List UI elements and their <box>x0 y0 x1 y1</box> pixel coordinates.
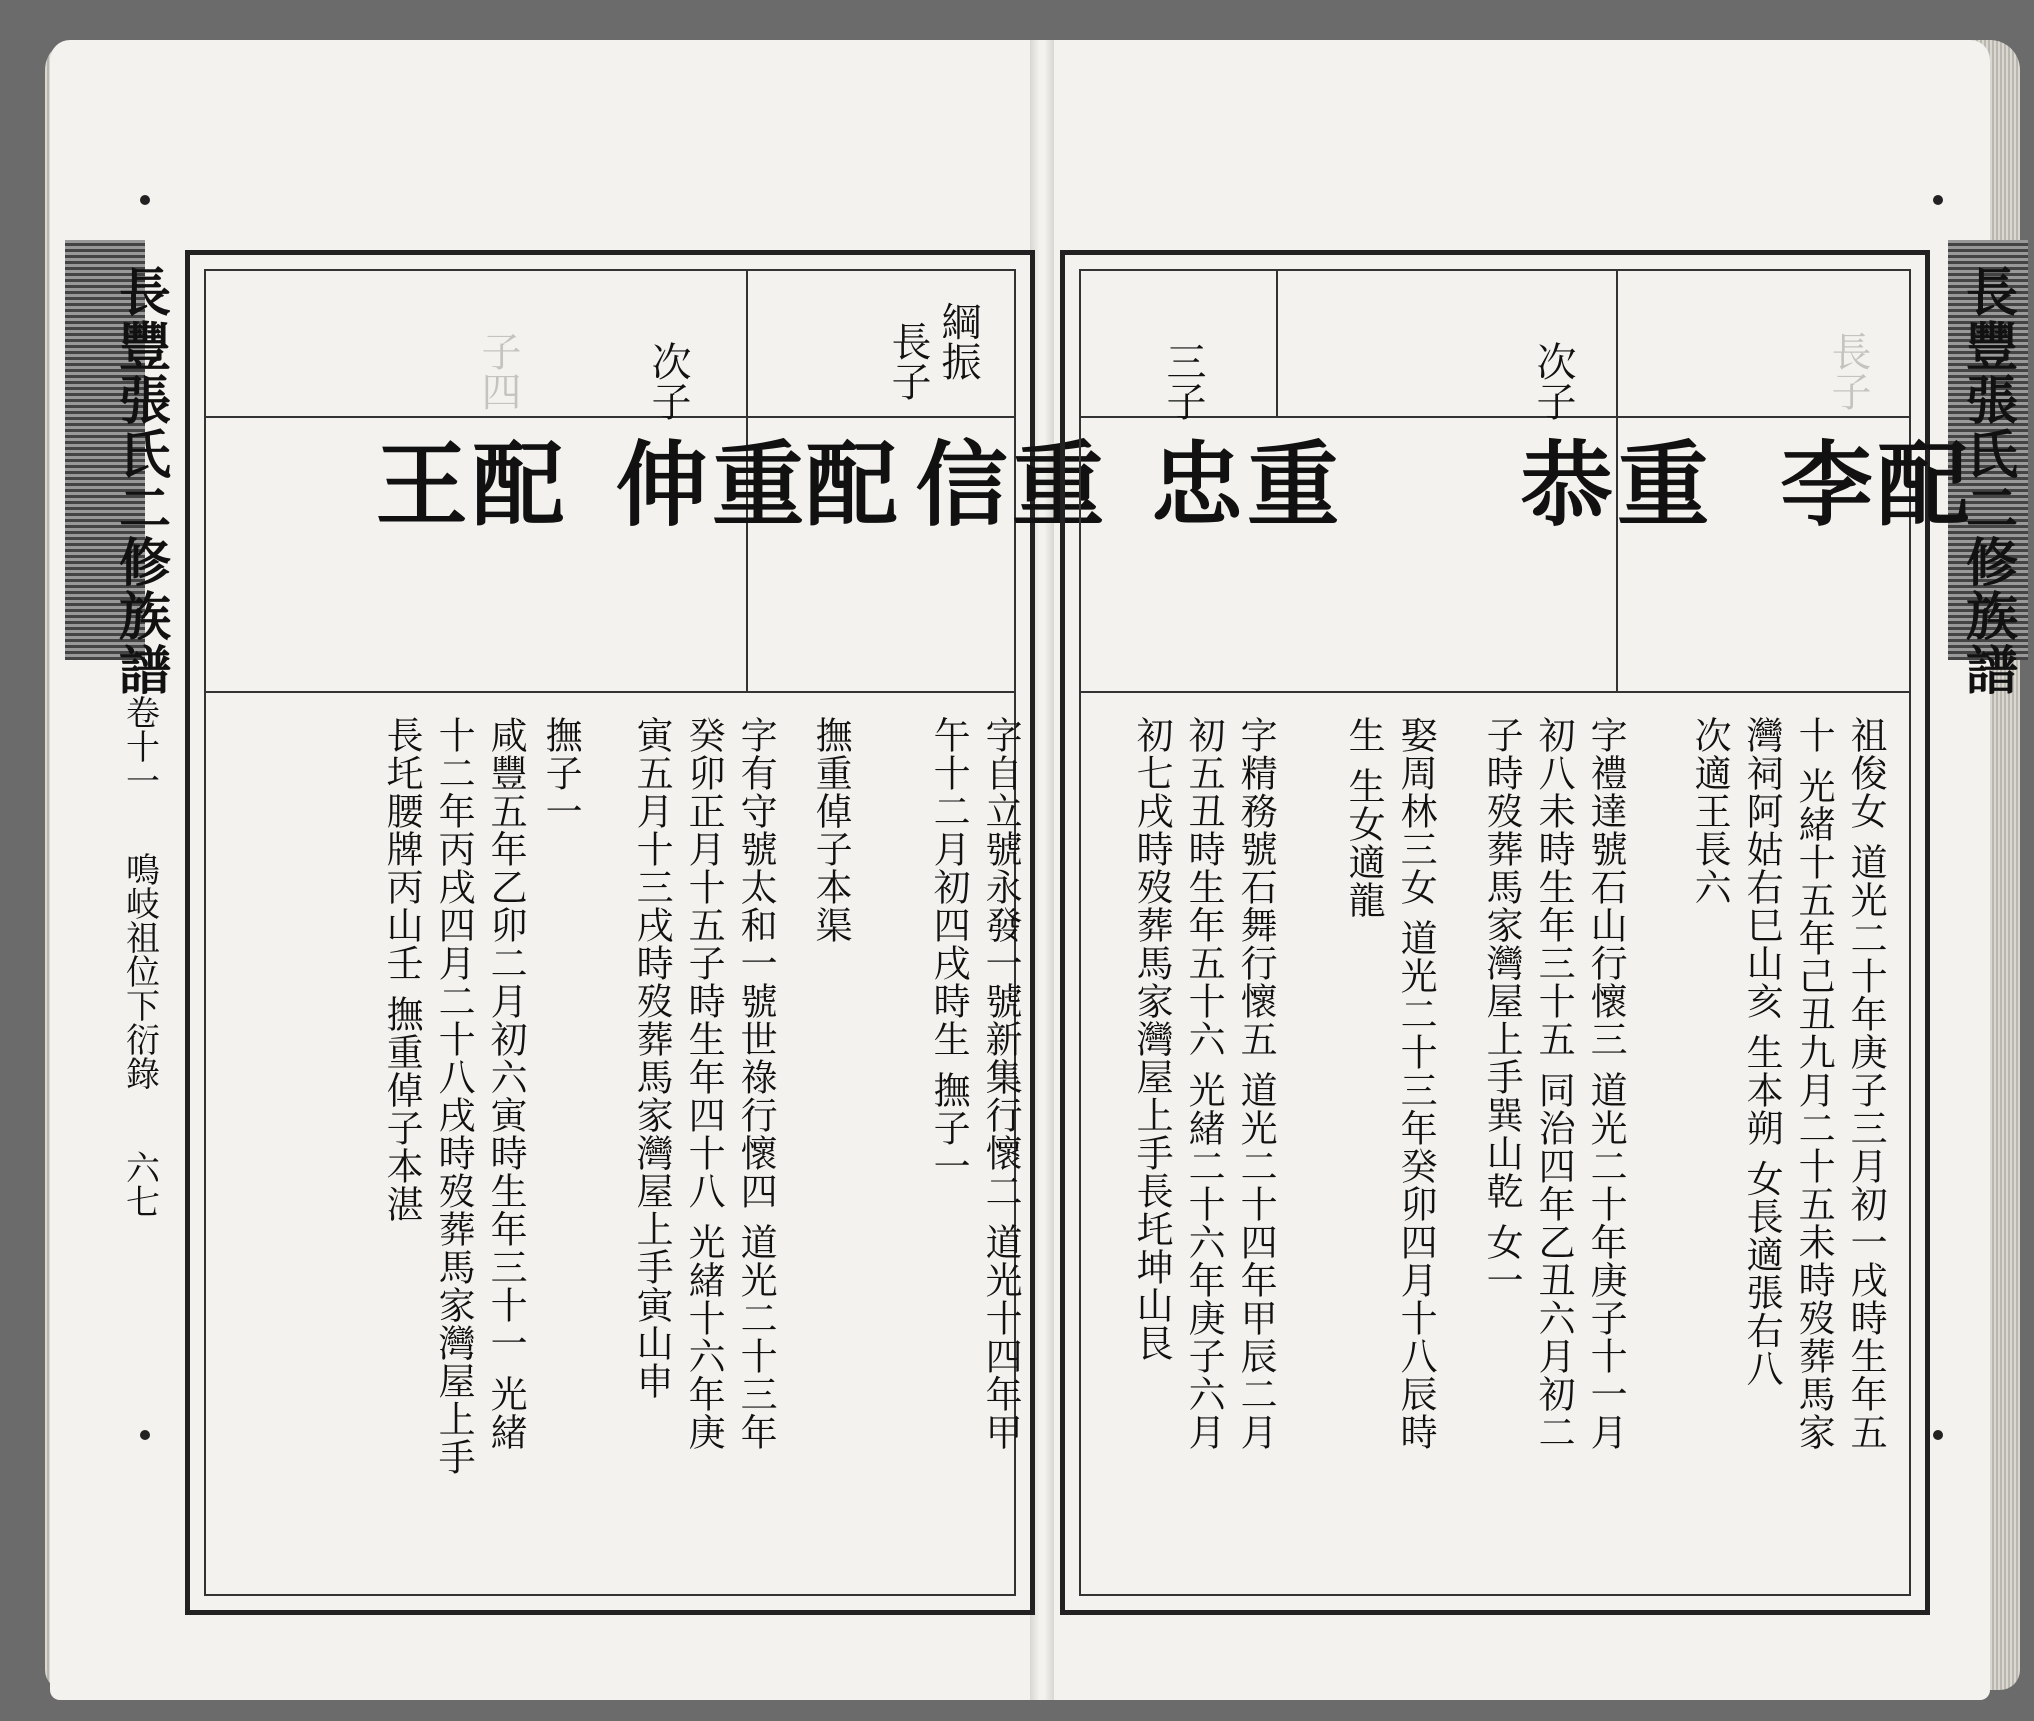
biography-column: 咸豐五年乙卯二月初六寅時生年三十一 光緒 <box>484 716 528 1451</box>
left-spine <box>95 265 185 697</box>
right-inner-frame <box>1079 269 1971 1596</box>
relation-label: 三子 <box>1160 341 1206 421</box>
book-title: 長豐張氏二修族譜 <box>109 265 171 697</box>
spouse-label: 配 <box>790 436 899 538</box>
biography-column: 初八未時生年三十五 同治四年乙丑六月初二 <box>1532 716 1576 1451</box>
biography-column: 灣祠阿姑右巳山亥 生本朔 女長適張右八 <box>1740 716 1784 1388</box>
father-name: 綱振 <box>935 301 981 381</box>
binding-hole-icon <box>1933 195 1943 205</box>
left-margin-labels <box>95 695 185 1218</box>
relation-label: 次子 <box>645 341 691 421</box>
biography-column: 子時歿葬馬家灣屋上手巽山乾 女一 <box>1480 716 1524 1299</box>
relation-label: 次子 <box>1530 341 1576 421</box>
biography-column: 娶周林三女 道光二十三年癸卯四月十八辰時 <box>1394 716 1438 1451</box>
person-name: 重 忠 <box>1135 436 1341 538</box>
book-title: 長豐張氏二修族譜 <box>1956 265 2018 697</box>
biography-column: 十二年丙戌四月二十八戌時歿葬馬家灣屋上手 <box>432 716 476 1476</box>
biography-column: 午十二月初四戌時生 撫子一 <box>927 716 971 1185</box>
biography-column: 長圫腰牌丙山壬 撫重倬子本湛 <box>380 716 424 1223</box>
spouse-name: 配 王 <box>360 436 566 538</box>
person-name: 重 信 <box>900 436 1106 538</box>
biography-column: 字自立號永發一號新集行懷二 道光十四年甲 <box>979 716 1023 1451</box>
relation-label: 長子 <box>1825 331 1871 411</box>
page-number: 六七 <box>119 1150 160 1218</box>
biography-column: 初五丑時生年五十六 光緒二十六年庚子六月 <box>1182 716 1226 1451</box>
biography-column: 字禮達號石山行懷三 道光二十年庚子十一月 <box>1584 716 1628 1451</box>
biography-column: 寅五月十三戌時歿葬馬家灣屋上手寅山申 <box>630 716 674 1400</box>
biography-column: 次適王長六 <box>1688 716 1732 906</box>
volume-label: 卷十一 <box>119 695 160 797</box>
relation-label: 長子 <box>885 321 931 401</box>
biography-column: 字有守號太和一號世祿行懷四 道光二十三年 <box>734 716 778 1451</box>
biography-column: 初七戌時歿葬馬家灣屋上手長圫坤山艮 <box>1130 716 1174 1362</box>
binding-hole-icon <box>1933 1430 1943 1440</box>
binding-hole-icon <box>140 195 150 205</box>
person-name: 重 伸 <box>600 436 806 538</box>
relation-label: 子四 <box>475 331 521 411</box>
biography-column: 癸卯正月十五子時生年四十八 光緒十六年庚 <box>682 716 726 1451</box>
right-genealogy-frame <box>1060 250 1971 1615</box>
left-genealogy-frame <box>185 250 1106 1615</box>
biography-column: 祖俊女 道光二十年庚子三月初一戌時生年五 <box>1844 716 1888 1451</box>
left-inner-frame <box>204 269 1106 1596</box>
person-name: 重 恭 <box>1505 436 1711 538</box>
biography-column: 生 生女適龍 <box>1342 716 1386 919</box>
binding-hole-icon <box>140 1430 150 1440</box>
biography-column: 十 光緒十五年己丑九月二十五未時歿葬馬家 <box>1792 716 1836 1451</box>
biography-column: 撫子一 <box>539 716 583 830</box>
biography-column: 字精務號石舞行懷五 道光二十四年甲辰二月 <box>1234 716 1278 1451</box>
biography-column: 撫重倬子本渠 <box>809 716 853 944</box>
section-label: 鳴岐祖位下衍錄 <box>119 852 160 1090</box>
spouse-name: 配 李 <box>1765 436 1971 538</box>
